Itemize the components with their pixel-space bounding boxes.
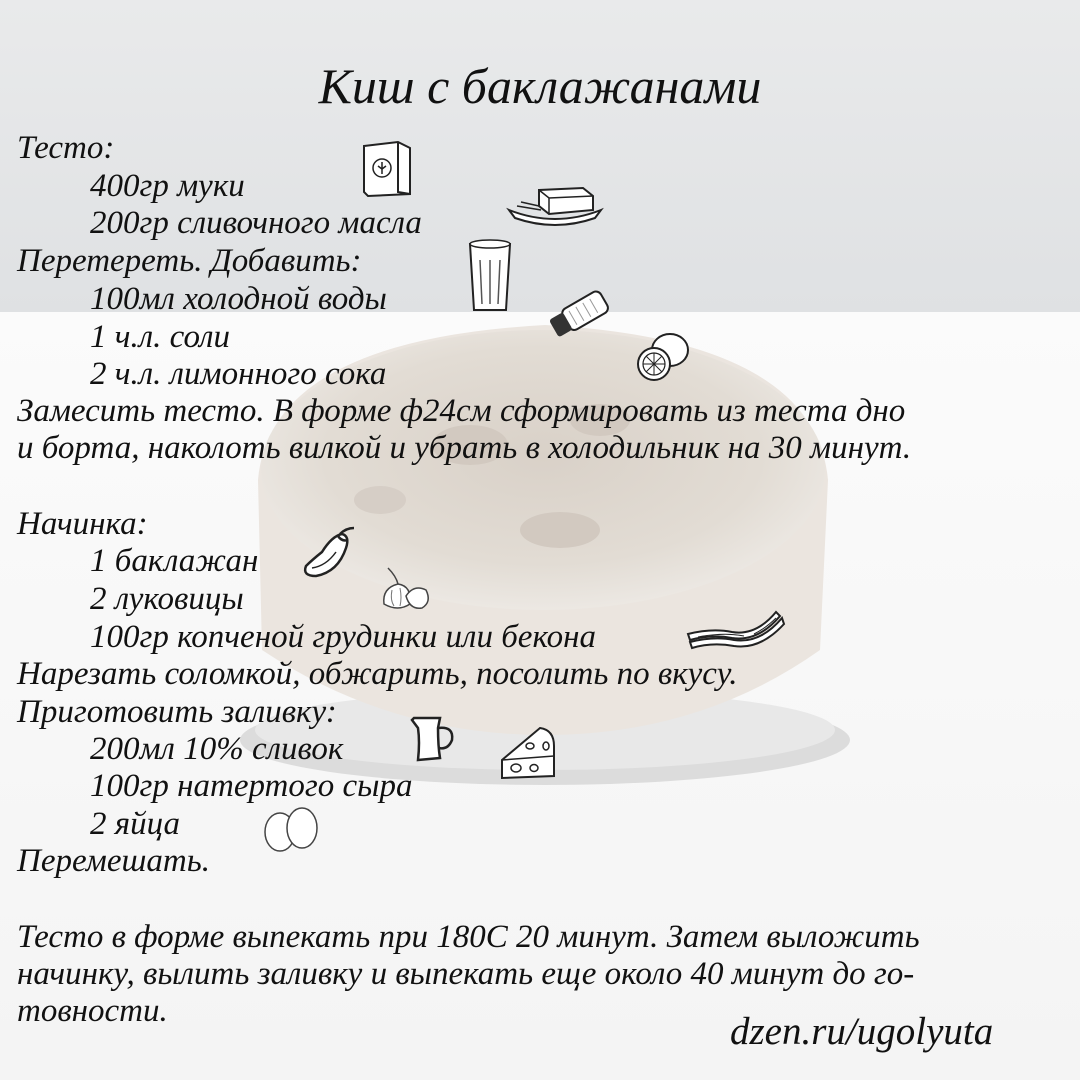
dough-header: Тесто: bbox=[17, 130, 115, 166]
ingredient-butter: 200гр сливочного масла bbox=[90, 205, 422, 241]
ingredient-cheese: 100гр натертого сыра bbox=[90, 768, 413, 804]
garlic-icon bbox=[378, 560, 434, 614]
dough-instruction-line-1: Замесить тесто. В форме ф24см сформировать из теста дно bbox=[17, 393, 906, 429]
ingredient-onions: 2 луковицы bbox=[90, 581, 244, 617]
dough-instruction-line-2: и борта, наколоть вилкой и убрать в холодильник на 30 минут. bbox=[17, 430, 912, 466]
recipe-title: Киш с баклажанами bbox=[318, 58, 762, 114]
eggplant-icon bbox=[298, 522, 360, 580]
salt-shaker-icon bbox=[543, 288, 617, 344]
cheese-icon bbox=[496, 722, 560, 784]
step-rub: Перетереть. Добавить: bbox=[17, 243, 362, 279]
pouring-instruction: Перемешать. bbox=[17, 843, 211, 879]
butter-icon bbox=[505, 180, 605, 230]
ingredient-water: 100мл холодной воды bbox=[90, 281, 387, 317]
jug-icon bbox=[408, 712, 458, 764]
ingredient-cream: 200мл 10% сливок bbox=[90, 731, 344, 767]
eggs-icon bbox=[260, 800, 324, 856]
ingredient-lemon-juice: 2 ч.л. лимонного сока bbox=[90, 356, 387, 392]
final-instruction-line-3: товности. bbox=[17, 993, 168, 1029]
ingredient-eggs: 2 яйца bbox=[90, 806, 180, 842]
ingredient-flour: 400гр муки bbox=[90, 168, 245, 204]
pouring-header: Приготовить заливку: bbox=[17, 694, 337, 730]
filling-instruction: Нарезать соломкой, обжарить, посолить по вкусу. bbox=[17, 656, 738, 692]
final-instruction-line-1: Тесто в форме выпекать при 180С 20 минут. Затем выложить bbox=[17, 919, 920, 955]
ingredient-eggplant: 1 баклажан bbox=[90, 543, 259, 579]
filling-header: Начинка: bbox=[17, 506, 148, 542]
source-link: dzen.ru/ugolyuta bbox=[730, 1010, 994, 1053]
bacon-icon bbox=[684, 606, 788, 654]
ingredient-bacon: 100гр копченой грудинки или бекона bbox=[90, 619, 596, 655]
lemon-icon bbox=[634, 326, 692, 384]
ingredient-salt: 1 ч.л. соли bbox=[90, 319, 231, 355]
flour-bag-icon bbox=[358, 138, 416, 200]
final-instruction-line-2: начинку, вылить заливку и выпекать еще около 40 минут до го- bbox=[17, 956, 915, 992]
glass-icon bbox=[466, 238, 514, 316]
